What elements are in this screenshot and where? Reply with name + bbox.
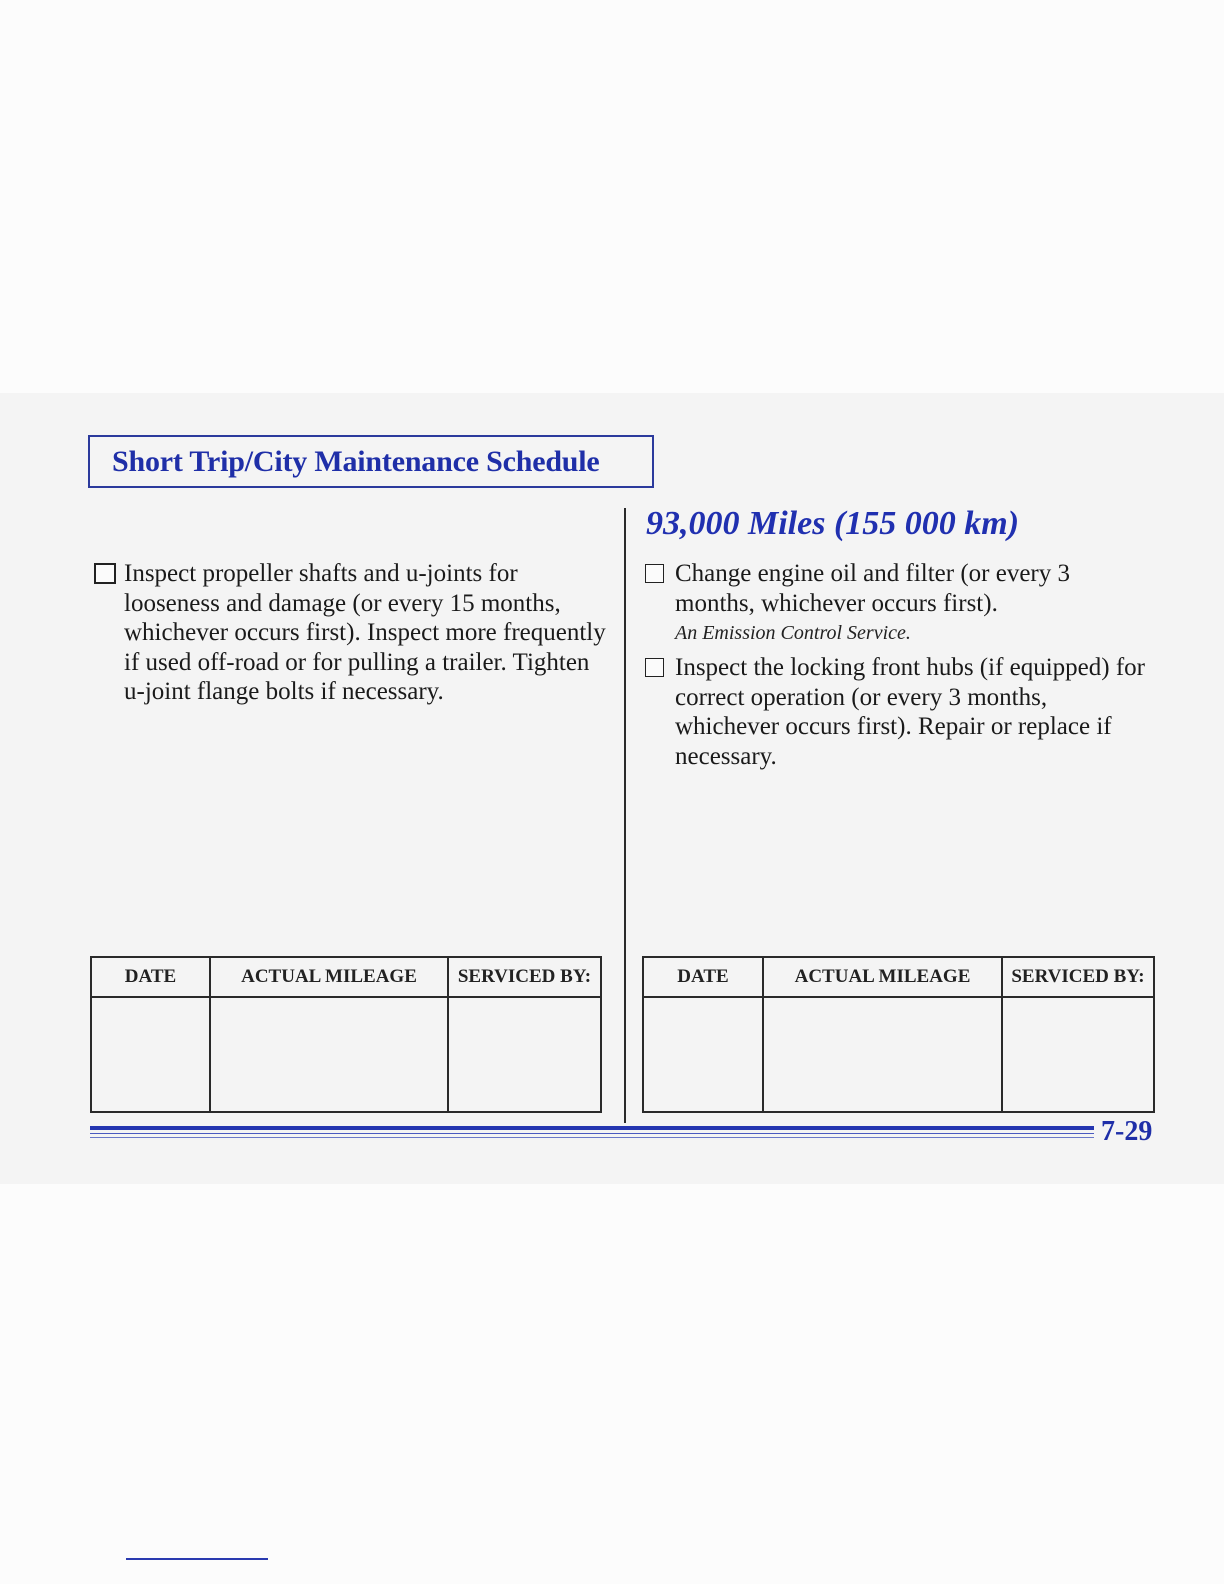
page-number: 7-29 [1101, 1116, 1153, 1147]
item-text: Inspect the locking front hubs (if equipped) for correct operation (or every 3 months, whichever occurs first). Repair or replace if necessary. [675, 654, 1146, 770]
checkbox[interactable] [645, 564, 664, 583]
section-title-box [88, 435, 654, 488]
col-serviced-by: SERVICED BY: [1002, 957, 1154, 997]
checkbox[interactable] [645, 658, 664, 677]
checklist-item-propeller-shafts [94, 559, 614, 707]
footer-rule [90, 1126, 1094, 1130]
col-actual-mileage: ACTUAL MILEAGE [210, 957, 448, 997]
serviced-by-cell[interactable] [1002, 997, 1154, 1112]
date-cell[interactable] [91, 997, 210, 1112]
col-date: DATE [91, 957, 210, 997]
checklist-item-oil-change [645, 559, 1115, 649]
footer-rule-thin [90, 1137, 1094, 1138]
service-log-table-left [90, 956, 602, 1113]
mileage-heading: 93,000 Miles (155 000 km) [646, 505, 1020, 542]
footer-rule-thin [90, 1133, 1094, 1134]
item-text: Change engine oil and filter (or every 3 months, whichever occurs first). [675, 560, 1070, 617]
column-divider [624, 508, 626, 1123]
item-text: Inspect propeller shafts and u-joints for looseness and damage (or every 15 months, whichever occurs first). Inspect more frequently if used off-road or for pulling a trailer. Tighten u-joint flange bolts if necessary. [124, 560, 606, 705]
checkbox[interactable] [94, 563, 116, 584]
date-cell[interactable] [643, 997, 763, 1112]
mileage-cell[interactable] [210, 997, 448, 1112]
emission-note: An Emission Control Service. [675, 622, 911, 644]
mileage-cell[interactable] [763, 997, 1002, 1112]
service-log-table-right [642, 956, 1155, 1113]
col-actual-mileage: ACTUAL MILEAGE [763, 957, 1002, 997]
bottom-mark [126, 1558, 268, 1560]
col-serviced-by: SERVICED BY: [448, 957, 601, 997]
serviced-by-cell[interactable] [448, 997, 601, 1112]
col-date: DATE [643, 957, 763, 997]
section-title: Short Trip/City Maintenance Schedule [112, 444, 600, 478]
checklist-item-locking-hubs [645, 653, 1155, 771]
